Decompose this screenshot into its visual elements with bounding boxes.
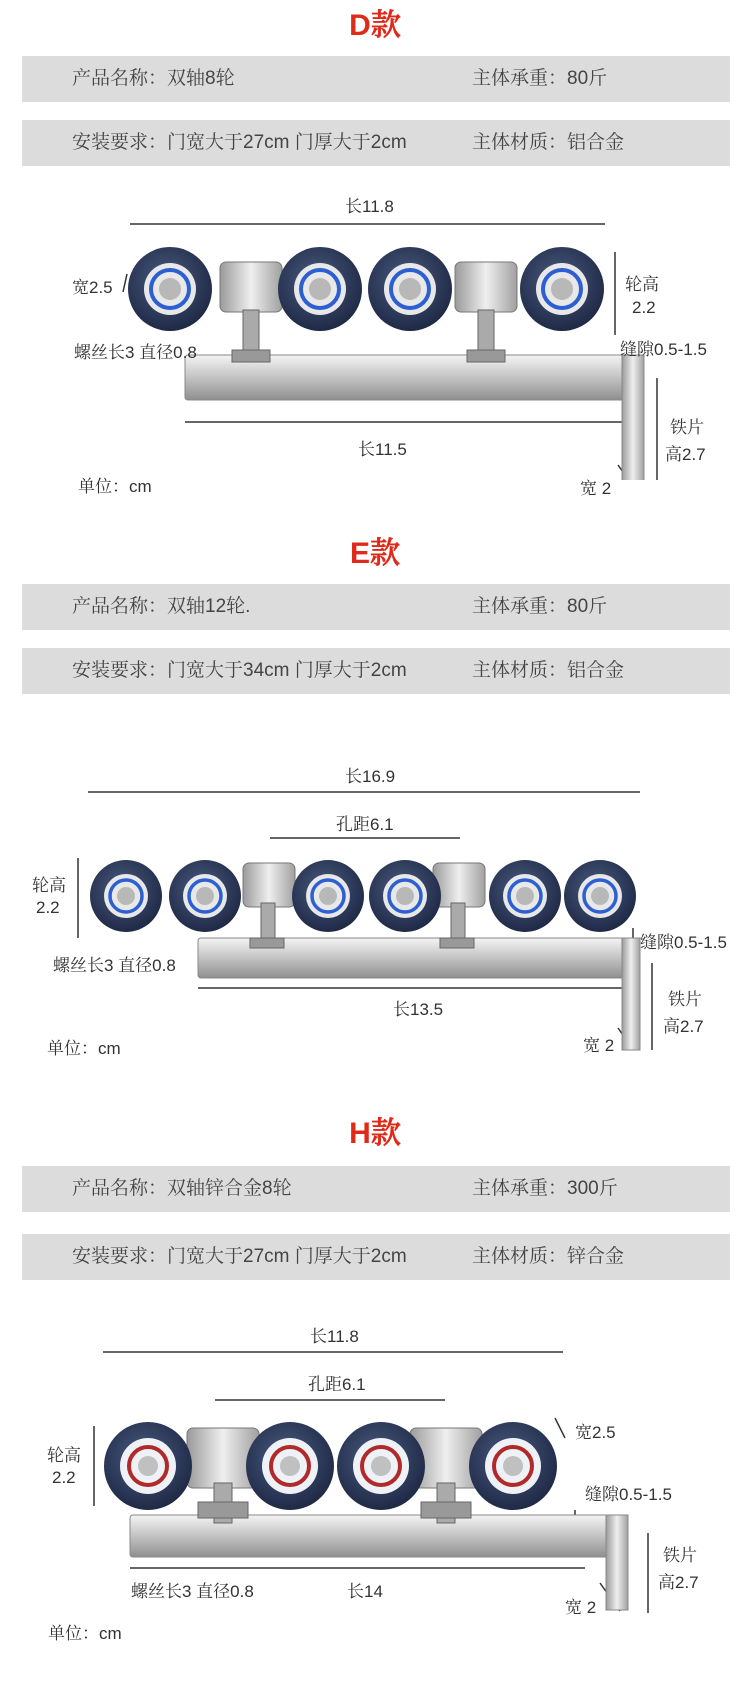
material-value: 铝合金 — [567, 132, 625, 153]
total-length-label: 长16.9 — [345, 767, 396, 786]
install-value: 门宽大于34cm 门厚大于2cm — [167, 660, 407, 681]
install-value: 门宽大于27cm 门厚大于2cm — [167, 132, 407, 153]
wheel-height-label: 轮高 — [625, 275, 659, 294]
total-length-label: 长11.8 — [310, 1327, 359, 1346]
gap-label: 缝隙0.5-1.5 — [640, 933, 727, 952]
material-value: 铝合金 — [567, 660, 625, 681]
unit-label: 单位：cm — [48, 1624, 122, 1643]
plate-width-label: 宽 2 — [580, 479, 612, 498]
section-e — [0, 528, 750, 1068]
wheel-group — [128, 247, 604, 331]
section-d — [0, 0, 750, 498]
name-value: 双轴锌合金8轮 — [167, 1178, 292, 1199]
load-label: 主体承重： — [472, 68, 568, 89]
section-title: H款 — [349, 1117, 401, 1150]
material-value: 锌合金 — [567, 1246, 625, 1267]
section-title: D款 — [349, 9, 401, 42]
rail-length-label: 长14 — [347, 1582, 383, 1601]
wheel-height-value: 2.2 — [632, 298, 656, 317]
hole-distance-label: 孔距6.1 — [308, 1375, 366, 1394]
product-illustration-e — [0, 528, 750, 1068]
install-label: 安装要求： — [72, 132, 168, 153]
material-label: 主体材质： — [472, 132, 568, 153]
wheel-height-label: 轮高 — [47, 1446, 81, 1465]
screw-label: 螺丝长3 直径0.8 — [53, 956, 176, 975]
plate-height-label: 高2.7 — [663, 1017, 704, 1036]
section-title: E款 — [349, 537, 400, 570]
plate-label: 铁片 — [663, 1546, 697, 1565]
wheel-group — [90, 860, 636, 932]
plate-height-label: 高2.7 — [665, 445, 706, 464]
name-value: 双轴8轮 — [167, 68, 235, 89]
gap-label: 缝隙0.5-1.5 — [620, 340, 707, 359]
name-value: 双轴12轮. — [167, 596, 251, 617]
plate-label: 铁片 — [668, 990, 702, 1009]
screw-label: 螺丝长3 直径0.8 — [131, 1582, 254, 1601]
load-value: 300斤 — [567, 1178, 618, 1199]
unit-label: 单位：cm — [78, 477, 152, 496]
width-label: 宽2.5 — [72, 278, 113, 297]
install-label: 安装要求： — [72, 1246, 168, 1267]
rail-length-label: 长13.5 — [393, 1000, 444, 1019]
width-label: 宽2.5 — [575, 1423, 616, 1442]
plate-label: 铁片 — [670, 418, 704, 437]
section-h — [0, 1108, 750, 1681]
install-value: 门宽大于27cm 门厚大于2cm — [167, 1246, 407, 1267]
load-value: 80斤 — [567, 596, 608, 617]
load-value: 80斤 — [567, 68, 608, 89]
plate-width-label: 宽 2 — [583, 1036, 615, 1055]
wheel-height-label: 轮高 — [32, 876, 66, 895]
name-label: 产品名称： — [72, 68, 168, 89]
load-label: 主体承重： — [472, 596, 568, 617]
gap-label: 缝隙0.5-1.5 — [585, 1485, 672, 1504]
wheel-group — [104, 1422, 557, 1510]
material-label: 主体材质： — [472, 660, 568, 681]
screw-label: 螺丝长3 直径0.8 — [74, 343, 197, 362]
hole-distance-label: 孔距6.1 — [336, 815, 394, 834]
name-label: 产品名称： — [72, 1178, 168, 1199]
plate-height-label: 高2.7 — [658, 1573, 699, 1592]
wheel-height-value: 2.2 — [52, 1468, 76, 1487]
wheel-height-value: 2.2 — [36, 898, 60, 917]
load-label: 主体承重： — [472, 1178, 568, 1199]
name-label: 产品名称： — [72, 596, 168, 617]
install-label: 安装要求： — [72, 660, 168, 681]
plate-width-label: 宽 2 — [565, 1598, 597, 1617]
total-length-label: 长11.8 — [345, 197, 394, 216]
unit-label: 单位：cm — [47, 1039, 121, 1058]
material-label: 主体材质： — [472, 1246, 568, 1267]
product-illustration-d — [0, 0, 750, 480]
rail-length-label: 长11.5 — [358, 440, 407, 459]
